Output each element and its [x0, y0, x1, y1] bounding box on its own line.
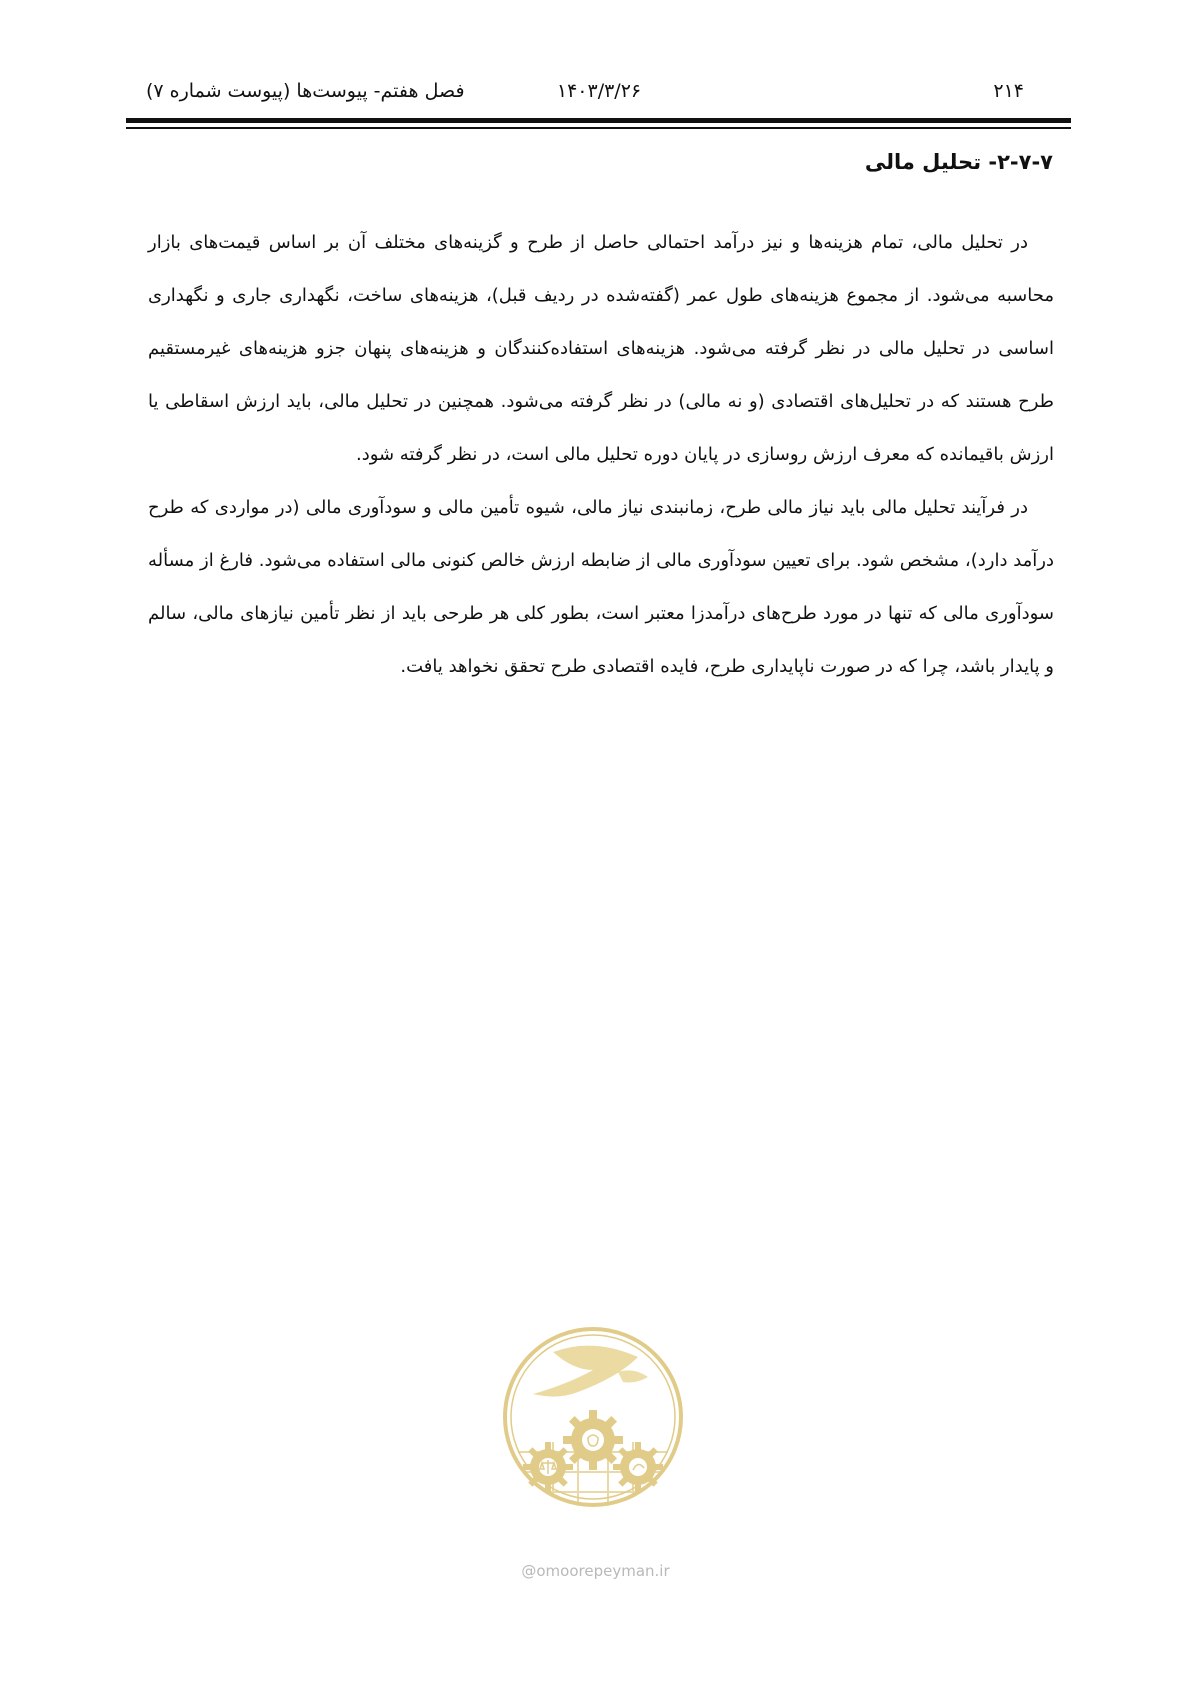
page-number: ۲۱۴ — [993, 80, 1024, 102]
body-text — [148, 216, 1054, 693]
gear-emblem-logo-icon — [498, 1322, 688, 1532]
paragraph-2: در فرآیند تحلیل مالی باید نیاز مالی طرح، زمانبندی نیاز مالی، شیوه تأمین مالی و سودآوری مالی (در مواردی که طرح درآمد دارد)، مشخص شود. برای تعیین سودآوری مالی از ضابطه ارزش خالص کنونی مالی استفاده می‌شود. فارغ از مسأله سودآوری مالی که تنها در مورد طرح‌های درآمدزا معتبر است، بطور کلی هر طرحی باید از نظر تأمین نیازهای مالی، سالم و پایدار باشد، چرا که در صورت ناپایداری طرح، فایده اقتصادی طرح تحقق نخواهد یافت. — [148, 497, 1054, 677]
page-header — [146, 74, 1052, 114]
section-title: ۲-۷-۷- تحلیل مالی — [864, 150, 1053, 174]
header-rule-thick — [126, 118, 1071, 123]
paragraph-1: در تحلیل مالی، تمام هزینه‌ها و نیز درآمد احتمالی حاصل از طرح و گزینه‌های مختلف آن بر اساس قیمت‌های بازار محاسبه می‌شود. از مجموع هزینه‌های طول عمر (گفته‌شده در ردیف قبل)، هزینه‌های ساخت، نگهداری جاری و نگهداری اساسی در تحلیل مالی در نظر گرفته می‌شود. هزینه‌های استفاده‌کنندگان و هزینه‌های پنهان جزو هزینه‌های غیرمستقیم طرح هستند که در تحلیل‌های اقتصادی (و نه مالی) در نظر گرفته می‌شود. همچنین در تحلیل مالی، باید ارزش اسقاطی یا ارزش باقیمانده که معرف ارزش روسازی در پایان دوره تحلیل مالی است، در نظر گرفته شود. — [148, 232, 1054, 465]
header-rule-thin — [126, 127, 1071, 129]
header-date: ۱۴۰۳/۳/۲۶ — [556, 80, 642, 102]
chapter-title: فصل هفتم- پیوست‌ها (پیوست شماره ۷) — [146, 80, 465, 102]
watermark-url: @omoorepeyman.ir — [521, 1562, 670, 1580]
